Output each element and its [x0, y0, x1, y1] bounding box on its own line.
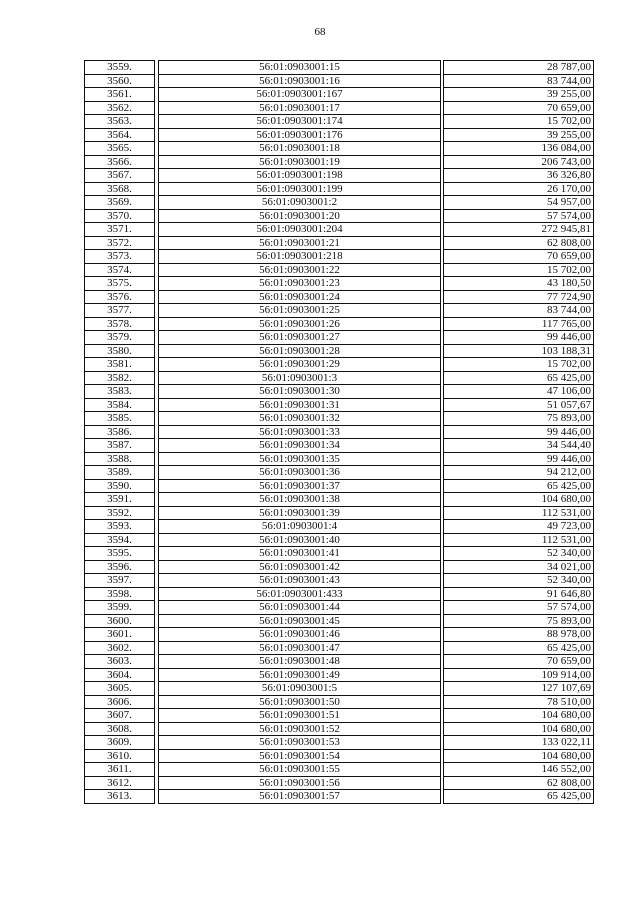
row-number-cell: 3612. [85, 776, 155, 790]
row-number-cell: 3583. [85, 385, 155, 399]
row-number-cell: 3599. [85, 601, 155, 615]
cadastral-number-cell: 56:01:0903001:17 [159, 101, 441, 115]
table-row [85, 182, 594, 196]
value-cell: 75 893,00 [444, 614, 594, 628]
row-number-cell: 3597. [85, 574, 155, 588]
table-row [85, 290, 594, 304]
cadastral-number-cell: 56:01:0903001:34 [159, 439, 441, 453]
table-row [85, 398, 594, 412]
table-row [85, 628, 594, 642]
value-cell: 70 659,00 [444, 250, 594, 264]
cadastral-number-cell: 56:01:0903001:218 [159, 250, 441, 264]
cadastral-number-cell: 56:01:0903001:32 [159, 412, 441, 426]
cadastral-number-cell: 56:01:0903001:21 [159, 236, 441, 250]
value-cell: 127 107,69 [444, 682, 594, 696]
value-cell: 75 893,00 [444, 412, 594, 426]
cadastral-number-cell: 56:01:0903001:36 [159, 466, 441, 480]
value-cell: 62 808,00 [444, 236, 594, 250]
value-cell: 15 702,00 [444, 115, 594, 129]
row-number-cell: 3578. [85, 317, 155, 331]
table-row [85, 209, 594, 223]
cadastral-number-cell: 56:01:0903001:204 [159, 223, 441, 237]
table-row [85, 695, 594, 709]
table-row [85, 196, 594, 210]
cadastral-number-cell: 56:01:0903001:47 [159, 641, 441, 655]
value-cell: 70 659,00 [444, 655, 594, 669]
row-number-cell: 3592. [85, 506, 155, 520]
cadastral-number-cell: 56:01:0903001:25 [159, 304, 441, 318]
value-cell: 39 255,00 [444, 128, 594, 142]
cadastral-number-cell: 56:01:0903001:37 [159, 479, 441, 493]
row-number-cell: 3606. [85, 695, 155, 709]
value-cell: 117 765,00 [444, 317, 594, 331]
table-row [85, 263, 594, 277]
cadastral-number-cell: 56:01:0903001:199 [159, 182, 441, 196]
table-row [85, 277, 594, 291]
value-cell: 65 425,00 [444, 371, 594, 385]
row-number-cell: 3569. [85, 196, 155, 210]
row-number-cell: 3593. [85, 520, 155, 534]
value-cell: 78 510,00 [444, 695, 594, 709]
row-number-cell: 3595. [85, 547, 155, 561]
cadastral-number-cell: 56:01:0903001:35 [159, 452, 441, 466]
value-cell: 15 702,00 [444, 358, 594, 372]
cadastral-number-cell: 56:01:0903001:3 [159, 371, 441, 385]
row-number-cell: 3588. [85, 452, 155, 466]
row-number-cell: 3591. [85, 493, 155, 507]
value-cell: 62 808,00 [444, 776, 594, 790]
cadastral-number-cell: 56:01:0903001:28 [159, 344, 441, 358]
table-row [85, 385, 594, 399]
row-number-cell: 3608. [85, 722, 155, 736]
table-row [85, 763, 594, 777]
row-number-cell: 3601. [85, 628, 155, 642]
value-cell: 34 021,00 [444, 560, 594, 574]
table-row [85, 614, 594, 628]
cadastral-number-cell: 56:01:0903001:41 [159, 547, 441, 561]
cadastral-value-table [84, 60, 594, 804]
cadastral-number-cell: 56:01:0903001:30 [159, 385, 441, 399]
value-cell: 206 743,00 [444, 155, 594, 169]
row-number-cell: 3580. [85, 344, 155, 358]
value-cell: 99 446,00 [444, 425, 594, 439]
row-number-cell: 3607. [85, 709, 155, 723]
value-cell: 83 744,00 [444, 74, 594, 88]
table-row [85, 479, 594, 493]
row-number-cell: 3560. [85, 74, 155, 88]
row-number-cell: 3573. [85, 250, 155, 264]
cadastral-number-cell: 56:01:0903001:50 [159, 695, 441, 709]
cadastral-number-cell: 56:01:0903001:19 [159, 155, 441, 169]
table-row [85, 344, 594, 358]
value-cell: 47 106,00 [444, 385, 594, 399]
cadastral-number-cell: 56:01:0903001:51 [159, 709, 441, 723]
cadastral-number-cell: 56:01:0903001:18 [159, 142, 441, 156]
table-row [85, 236, 594, 250]
row-number-cell: 3559. [85, 61, 155, 75]
table-row [85, 709, 594, 723]
value-cell: 39 255,00 [444, 88, 594, 102]
cadastral-number-cell: 56:01:0903001:29 [159, 358, 441, 372]
cadastral-number-cell: 56:01:0903001:31 [159, 398, 441, 412]
row-number-cell: 3568. [85, 182, 155, 196]
cadastral-number-cell: 56:01:0903001:33 [159, 425, 441, 439]
cadastral-number-cell: 56:01:0903001:38 [159, 493, 441, 507]
row-number-cell: 3567. [85, 169, 155, 183]
row-number-cell: 3600. [85, 614, 155, 628]
value-cell: 34 544,40 [444, 439, 594, 453]
cadastral-number-cell: 56:01:0903001:24 [159, 290, 441, 304]
value-cell: 99 446,00 [444, 331, 594, 345]
value-cell: 57 574,00 [444, 601, 594, 615]
cadastral-number-cell: 56:01:0903001:167 [159, 88, 441, 102]
table-row [85, 452, 594, 466]
table-row [85, 466, 594, 480]
page-number: 68 [314, 26, 326, 38]
table-row [85, 587, 594, 601]
value-cell: 104 680,00 [444, 709, 594, 723]
cadastral-number-cell: 56:01:0903001:45 [159, 614, 441, 628]
value-cell: 136 084,00 [444, 142, 594, 156]
value-cell: 65 425,00 [444, 641, 594, 655]
cadastral-number-cell: 56:01:0903001:56 [159, 776, 441, 790]
value-cell: 109 914,00 [444, 668, 594, 682]
value-cell: 112 531,00 [444, 506, 594, 520]
cadastral-number-cell: 56:01:0903001:52 [159, 722, 441, 736]
table-row [85, 142, 594, 156]
value-cell: 91 646,80 [444, 587, 594, 601]
table-row [85, 128, 594, 142]
row-number-cell: 3579. [85, 331, 155, 345]
row-number-cell: 3571. [85, 223, 155, 237]
value-cell: 112 531,00 [444, 533, 594, 547]
row-number-cell: 3605. [85, 682, 155, 696]
value-cell: 70 659,00 [444, 101, 594, 115]
row-number-cell: 3589. [85, 466, 155, 480]
row-number-cell: 3576. [85, 290, 155, 304]
cadastral-number-cell: 56:01:0903001:23 [159, 277, 441, 291]
value-cell: 54 957,00 [444, 196, 594, 210]
cadastral-number-cell: 56:01:0903001:176 [159, 128, 441, 142]
table-row [85, 223, 594, 237]
table-row [85, 425, 594, 439]
table-row [85, 304, 594, 318]
table-row [85, 250, 594, 264]
table-row [85, 533, 594, 547]
value-cell: 28 787,00 [444, 61, 594, 75]
table-row [85, 776, 594, 790]
value-cell: 99 446,00 [444, 452, 594, 466]
row-number-cell: 3581. [85, 358, 155, 372]
value-cell: 103 188,31 [444, 344, 594, 358]
value-cell: 65 425,00 [444, 790, 594, 804]
cadastral-number-cell: 56:01:0903001:49 [159, 668, 441, 682]
cadastral-number-cell: 56:01:0903001:54 [159, 749, 441, 763]
value-cell: 65 425,00 [444, 479, 594, 493]
row-number-cell: 3584. [85, 398, 155, 412]
value-cell: 104 680,00 [444, 749, 594, 763]
row-number-cell: 3564. [85, 128, 155, 142]
table-row [85, 560, 594, 574]
row-number-cell: 3594. [85, 533, 155, 547]
table-row [85, 358, 594, 372]
table-row [85, 155, 594, 169]
cadastral-number-cell: 56:01:0903001:26 [159, 317, 441, 331]
row-number-cell: 3596. [85, 560, 155, 574]
row-number-cell: 3590. [85, 479, 155, 493]
cadastral-number-cell: 56:01:0903001:198 [159, 169, 441, 183]
table-row [85, 790, 594, 804]
value-cell: 36 326,80 [444, 169, 594, 183]
row-number-cell: 3609. [85, 736, 155, 750]
cadastral-number-cell: 56:01:0903001:174 [159, 115, 441, 129]
value-cell: 77 724,90 [444, 290, 594, 304]
value-cell: 49 723,00 [444, 520, 594, 534]
row-number-cell: 3582. [85, 371, 155, 385]
value-cell: 83 744,00 [444, 304, 594, 318]
row-number-cell: 3613. [85, 790, 155, 804]
value-cell: 26 170,00 [444, 182, 594, 196]
table-row [85, 88, 594, 102]
table-body [85, 61, 594, 804]
cadastral-number-cell: 56:01:0903001:57 [159, 790, 441, 804]
table-row [85, 61, 594, 75]
row-number-cell: 3587. [85, 439, 155, 453]
row-number-cell: 3598. [85, 587, 155, 601]
value-cell: 272 945,81 [444, 223, 594, 237]
value-cell: 15 702,00 [444, 263, 594, 277]
cadastral-number-cell: 56:01:0903001:5 [159, 682, 441, 696]
row-number-cell: 3611. [85, 763, 155, 777]
cadastral-number-cell: 56:01:0903001:16 [159, 74, 441, 88]
table-row [85, 682, 594, 696]
value-cell: 43 180,50 [444, 277, 594, 291]
value-cell: 146 552,00 [444, 763, 594, 777]
row-number-cell: 3565. [85, 142, 155, 156]
cadastral-number-cell: 56:01:0903001:15 [159, 61, 441, 75]
value-cell: 94 212,00 [444, 466, 594, 480]
value-cell: 52 340,00 [444, 574, 594, 588]
cadastral-number-cell: 56:01:0903001:55 [159, 763, 441, 777]
cadastral-number-cell: 56:01:0903001:4 [159, 520, 441, 534]
table-row [85, 101, 594, 115]
table-row [85, 412, 594, 426]
row-number-cell: 3602. [85, 641, 155, 655]
cadastral-number-cell: 56:01:0903001:20 [159, 209, 441, 223]
cadastral-number-cell: 56:01:0903001:2 [159, 196, 441, 210]
table-row [85, 169, 594, 183]
table-row [85, 641, 594, 655]
table-row [85, 506, 594, 520]
row-number-cell: 3575. [85, 277, 155, 291]
value-cell: 104 680,00 [444, 722, 594, 736]
value-cell: 52 340,00 [444, 547, 594, 561]
row-number-cell: 3577. [85, 304, 155, 318]
table-row [85, 331, 594, 345]
row-number-cell: 3586. [85, 425, 155, 439]
cadastral-number-cell: 56:01:0903001:48 [159, 655, 441, 669]
row-number-cell: 3570. [85, 209, 155, 223]
cadastral-number-cell: 56:01:0903001:40 [159, 533, 441, 547]
cadastral-number-cell: 56:01:0903001:433 [159, 587, 441, 601]
cadastral-number-cell: 56:01:0903001:46 [159, 628, 441, 642]
row-number-cell: 3572. [85, 236, 155, 250]
table-row [85, 547, 594, 561]
cadastral-number-cell: 56:01:0903001:43 [159, 574, 441, 588]
cadastral-number-cell: 56:01:0903001:27 [159, 331, 441, 345]
table-row [85, 601, 594, 615]
value-cell: 51 057,67 [444, 398, 594, 412]
table-row [85, 115, 594, 129]
table-row [85, 722, 594, 736]
row-number-cell: 3562. [85, 101, 155, 115]
table-row [85, 74, 594, 88]
value-cell: 133 022,11 [444, 736, 594, 750]
row-number-cell: 3561. [85, 88, 155, 102]
table-row [85, 439, 594, 453]
cadastral-number-cell: 56:01:0903001:53 [159, 736, 441, 750]
value-cell: 57 574,00 [444, 209, 594, 223]
row-number-cell: 3603. [85, 655, 155, 669]
table-row [85, 371, 594, 385]
table-row [85, 736, 594, 750]
row-number-cell: 3563. [85, 115, 155, 129]
cadastral-number-cell: 56:01:0903001:39 [159, 506, 441, 520]
table-row [85, 749, 594, 763]
cadastral-number-cell: 56:01:0903001:44 [159, 601, 441, 615]
table-row [85, 574, 594, 588]
row-number-cell: 3566. [85, 155, 155, 169]
table-row [85, 493, 594, 507]
row-number-cell: 3604. [85, 668, 155, 682]
row-number-cell: 3574. [85, 263, 155, 277]
table-row [85, 655, 594, 669]
table-row [85, 520, 594, 534]
value-cell: 88 978,00 [444, 628, 594, 642]
value-cell: 104 680,00 [444, 493, 594, 507]
row-number-cell: 3585. [85, 412, 155, 426]
cadastral-number-cell: 56:01:0903001:42 [159, 560, 441, 574]
row-number-cell: 3610. [85, 749, 155, 763]
table-row [85, 668, 594, 682]
table-row [85, 317, 594, 331]
cadastral-number-cell: 56:01:0903001:22 [159, 263, 441, 277]
